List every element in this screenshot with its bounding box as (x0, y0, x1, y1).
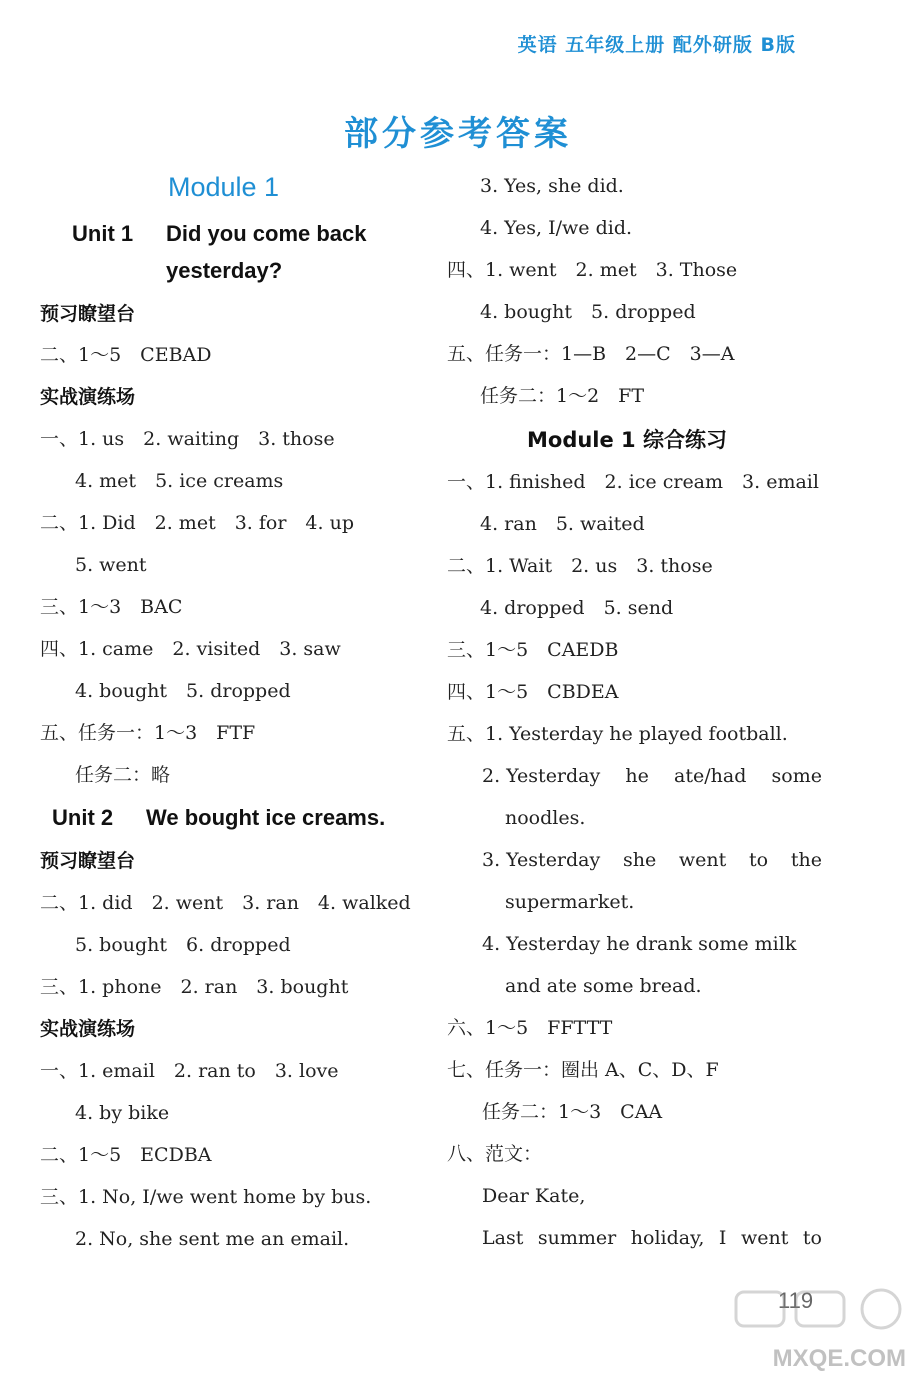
word: went (740, 1227, 789, 1249)
page-title: 部分参考答案 (344, 114, 572, 154)
answer-line: 三、1～5 CAEDB (447, 639, 619, 661)
answer-line: 五、任务一：1—B 2—C 3—A (447, 343, 735, 365)
unit1-number: Unit 1 (72, 221, 134, 246)
unit1-title-line2: yesterday? (166, 258, 283, 283)
page-number: 119 (778, 1288, 814, 1313)
answer-line: 三、1～3 BAC (40, 596, 183, 618)
answer-line: 4. bought 5. dropped (75, 680, 291, 702)
answer-line: 一、1. finished 2. ice cream 3. email (447, 471, 819, 493)
running-header: 英语 五年级上册 配外研版 B版 (517, 34, 796, 56)
answer-line: 任务二：1～2 FT (480, 385, 645, 407)
answer-line: 三、1. phone 2. ran 3. bought (40, 976, 349, 998)
answer-line: 二、1. Wait 2. us 3. those (447, 555, 713, 577)
answer-line-justified (482, 848, 822, 872)
answer-line: 七、任务一：圈出 A、C、D、F (447, 1059, 719, 1081)
word: holiday, (630, 1227, 705, 1249)
answer-line: Dear Kate, (482, 1185, 586, 1207)
answer-line-justified (482, 1226, 822, 1250)
word: the (790, 849, 822, 871)
answer-line: 二、1～5 CEBAD (40, 344, 212, 366)
section-heading: 实战演练场 (40, 1018, 136, 1040)
word: some (771, 765, 822, 787)
answer-line: 六、1～5 FFTTT (447, 1017, 613, 1039)
answer-line: 八、范文： (447, 1143, 543, 1165)
unit2-title: We bought ice creams. (146, 805, 386, 830)
word: ate/had (674, 765, 747, 787)
unit1-title-line1: Did you come back (166, 221, 367, 246)
section-heading: 实战演练场 (40, 386, 136, 408)
answer-line: noodles. (505, 807, 586, 829)
word: 3. Yesterday (482, 849, 601, 871)
answer-line: and ate some bread. (505, 975, 702, 997)
answer-line-justified (482, 764, 822, 788)
word: she (622, 849, 657, 871)
word: 2. Yesterday (482, 765, 601, 787)
answer-line: 4. bought 5. dropped (480, 301, 696, 323)
answer-line: 五、1. Yesterday he played football. (447, 723, 788, 745)
section-heading: 预习瞭望台 (40, 303, 136, 325)
answer-line: 任务二：略 (75, 764, 171, 786)
answer-line: supermarket. (505, 891, 635, 913)
answer-line: 任务二：1～3 CAA (482, 1101, 663, 1123)
answer-line: 2. No, she sent me an email. (75, 1228, 350, 1250)
word: I (718, 1227, 727, 1249)
answer-line: 3. Yes, she did. (480, 175, 624, 197)
answer-line: 4. dropped 5. send (480, 597, 674, 619)
answer-line: 五、任务一：1～3 FTF (40, 722, 256, 744)
answer-line: 四、1～5 CBDEA (447, 681, 619, 703)
word: Last (482, 1227, 524, 1249)
module-review-heading: Module 1 综合练习 (527, 428, 727, 452)
answer-line: 二、1～5 ECDBA (40, 1144, 212, 1166)
answer-line: 一、1. email 2. ran to 3. love (40, 1060, 339, 1082)
answer-line: 一、1. us 2. waiting 3. those (40, 428, 335, 450)
watermark-text: MXQE.COM (772, 1345, 906, 1372)
word: to (749, 849, 769, 871)
word: to (802, 1227, 822, 1249)
answer-line: 三、1. No, I/we went home by bus. (40, 1186, 372, 1208)
answer-line: 二、1. did 2. went 3. ran 4. walked (40, 892, 411, 914)
section-heading: 预习瞭望台 (40, 850, 136, 872)
answer-line: 二、1. Did 2. met 3. for 4. up (40, 512, 354, 534)
unit2-number: Unit 2 (52, 805, 114, 830)
watermark-logo (716, 1286, 916, 1376)
answer-line: 4. met 5. ice creams (75, 470, 284, 492)
word: summer (537, 1227, 617, 1249)
answer-line: 4. by bike (75, 1102, 170, 1124)
answer-line: 四、1. came 2. visited 3. saw (40, 638, 341, 660)
word: went (678, 849, 727, 871)
answer-line: 四、1. went 2. met 3. Those (447, 259, 738, 281)
word: he (625, 765, 649, 787)
answer-line: 4. Yesterday he drank some milk (482, 933, 797, 955)
module-heading: Module 1 (168, 172, 280, 202)
answer-line: 4. ran 5. waited (480, 513, 645, 535)
answer-line: 4. Yes, I/we did. (480, 217, 633, 239)
answer-line: 5. bought 6. dropped (75, 934, 291, 956)
answer-line: 5. went (75, 554, 147, 576)
